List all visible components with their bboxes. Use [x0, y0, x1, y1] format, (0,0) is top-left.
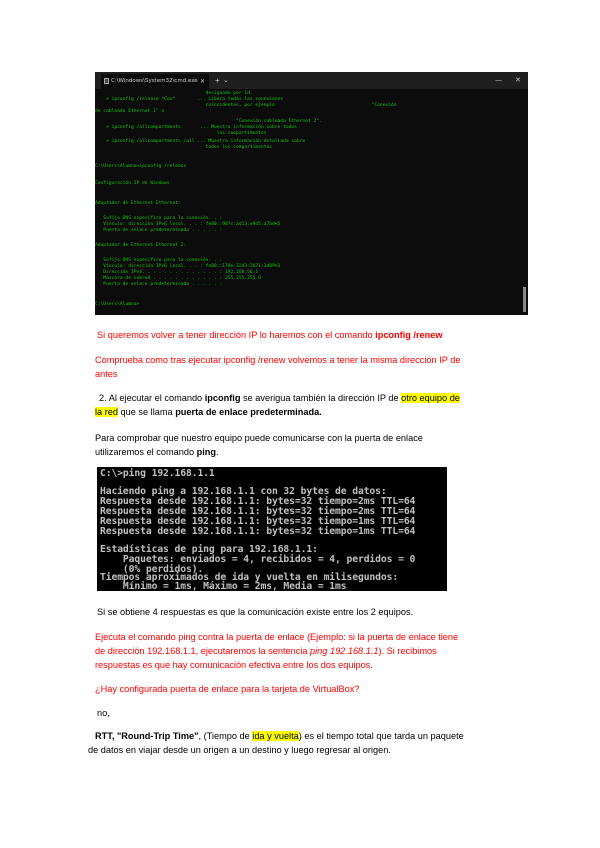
terminal-line: Máscara de subred . . . . . . . . . . . . : 255.255.255.0 — [95, 276, 261, 281]
terminal-line: Adaptador de Ethernet Ethernet 2: — [95, 243, 187, 248]
terminal-window-ping — [97, 467, 447, 591]
terminal-line: Haciendo ping a 192.168.1.1 con 32 bytes de datos: — [100, 486, 387, 497]
terminal-scrollbar — [523, 287, 526, 312]
terminal-line: Dirección IPv4. . . . . . . . . . . . . . : 192.168.56.1 — [95, 270, 259, 275]
terminal-output — [95, 89, 528, 315]
terminal-line: Paquetes: enviados = 4, recibidos = 4, perdidos = 0 — [100, 554, 416, 565]
highlighted-text: la red — [95, 407, 118, 417]
terminal-line: > ipconfig /allcompartments ... Muestra información sobre todos — [95, 125, 297, 130]
terminal-line: C:\Users\Alumno> — [95, 302, 140, 307]
renew-command: ipconfig /renew — [375, 330, 443, 340]
ping-exercise-line1: Ejecuta el comando ping contra la puerta de enlace (Ejemplo: si la puerta de enlace tiene — [95, 632, 459, 642]
ping-intro-line1: Para comprobar que nuestro equipo puede comunicarse con la puerta de enlace — [95, 433, 423, 443]
check-renew-line1: Comprueba como tras ejecutar ipconfig /renew volvemos a tener la misma dirección IP de — [95, 355, 461, 365]
terminal-line: Sufijo DNS específico para la conexión. . : — [95, 216, 223, 221]
virtualbox-question: ¿Hay configurada puerta de enlace para la tarjeta de VirtualBox? — [95, 684, 360, 694]
terminal-line: Vínculo: dirección IPv6 local. . . : fe80::179e:3243:2071:3d89%3 — [95, 264, 281, 269]
terminal-tab — [101, 74, 209, 89]
close-window-icon: ✕ — [515, 76, 521, 84]
ping-intro-line2: utilizaremos el comando ping. — [95, 447, 219, 457]
highlighted-text: otro equipo de — [401, 393, 460, 403]
gateway-explanation-line1: 2. Al ejecutar el comando ipconfig se averigua también la dirección IP de otro equipo de — [99, 393, 460, 403]
terminal-line: coincidentes, por ejemplo "Conexión — [95, 103, 397, 108]
tab-dropdown-icon: ⌄ — [223, 76, 229, 84]
terminal-line: C:\Users\Alumno>ipconfig /release — [95, 164, 187, 169]
renew-instruction: Si queremos volver a tener dirección IP lo haremos con el comando ipconfig /renew — [97, 330, 443, 340]
terminal-line: Respuesta desde 192.168.1.1: bytes=32 tiempo=1ms TTL=64 — [100, 516, 416, 527]
terminal-line: "Conexión cableada Ethernet 2". — [95, 119, 322, 124]
ping-exercise-line3: respuestas es que hay comunicación efectiva entre los dos equipos. — [95, 660, 373, 670]
terminal-line: Tiempos aproximados de ida y vuelta en milisegundos: — [100, 572, 399, 583]
highlighted-text: ida y vuelta — [252, 731, 299, 741]
rtt-definition-line1: RTT, "Round-Trip Time", (Tiempo de ida y vuelta) es el tiempo total que tarda un paquete — [95, 731, 464, 741]
terminal-line: Respuesta desde 192.168.1.1: bytes=32 tiempo=2ms TTL=64 — [100, 506, 416, 517]
terminal-line: Respuesta desde 192.168.1.1: bytes=32 tiempo=2ms TTL=64 — [100, 496, 416, 507]
terminal-line: (0% perdidos). — [100, 564, 204, 575]
terminal-line: Vínculo: dirección IPv6 local. . . : fe80::96fc:ad13:e9d5:a7bd%5 — [95, 222, 281, 227]
new-tab-icon: + — [215, 76, 220, 85]
ping-exercise-line2: de dirección 192.168.1.1, ejecutaremos la sentencia ping 192.168.1.1). Si recibimos — [95, 646, 437, 656]
terminal-line: los compartimentos — [95, 131, 267, 136]
cmd-icon — [104, 78, 109, 84]
answer-text: no, — [97, 708, 110, 718]
terminal-line: Configuración IP de Windows — [95, 181, 170, 186]
terminal-line: designado por id. — [95, 91, 253, 96]
terminal-line: todos los compartimentos — [95, 145, 273, 150]
terminal-tab-title: C:\Windows\System32\cmd.exe — [111, 78, 198, 84]
terminal-line: Adaptador de Ethernet Ethernet: — [95, 201, 181, 206]
terminal-window-ipconfig — [95, 72, 528, 315]
terminal-line: Sufijo DNS específico para la conexión. . : — [95, 258, 223, 263]
check-renew-line2: antes — [95, 369, 118, 379]
terminal-line: de cableado Ethernet 1" o — [95, 109, 165, 114]
terminal-line: Mínimo = 1ms, Máximo = 2ms, Media = 1ms — [100, 581, 347, 591]
terminal-line: Estadísticas de ping para 192.168.1.1: — [100, 544, 318, 555]
terminal-line: C:\>ping 192.168.1.1 — [100, 468, 215, 479]
rtt-definition-line2: de datos en viajar desde un origen a un destino y luego regresar al origen. — [88, 745, 391, 755]
terminal-line: > ipconfig /allcompartments /all ... Muestra información detallada sobre — [95, 139, 306, 144]
minimize-icon: — — [495, 76, 502, 84]
terminal-line: Respuesta desde 192.168.1.1: bytes=32 tiempo=1ms TTL=64 — [100, 526, 416, 537]
terminal-line: Puerta de enlace predeterminada . . . . . : — [95, 228, 223, 233]
ping-result-explanation: Si se obtiene 4 respuestas es que la comunicación existe entre los 2 equipos. — [97, 607, 414, 617]
terminal-line: > ipconfig /release *Con* ... Libera todas las conexiones — [95, 97, 284, 102]
terminal-line: Puerta de enlace predeterminada . . . . . : — [95, 282, 223, 287]
tab-close-icon: ✕ — [199, 78, 205, 85]
gateway-explanation-line2: la red que se llama puerta de enlace predeterminada. — [95, 407, 322, 417]
terminal-titlebar — [95, 72, 528, 89]
